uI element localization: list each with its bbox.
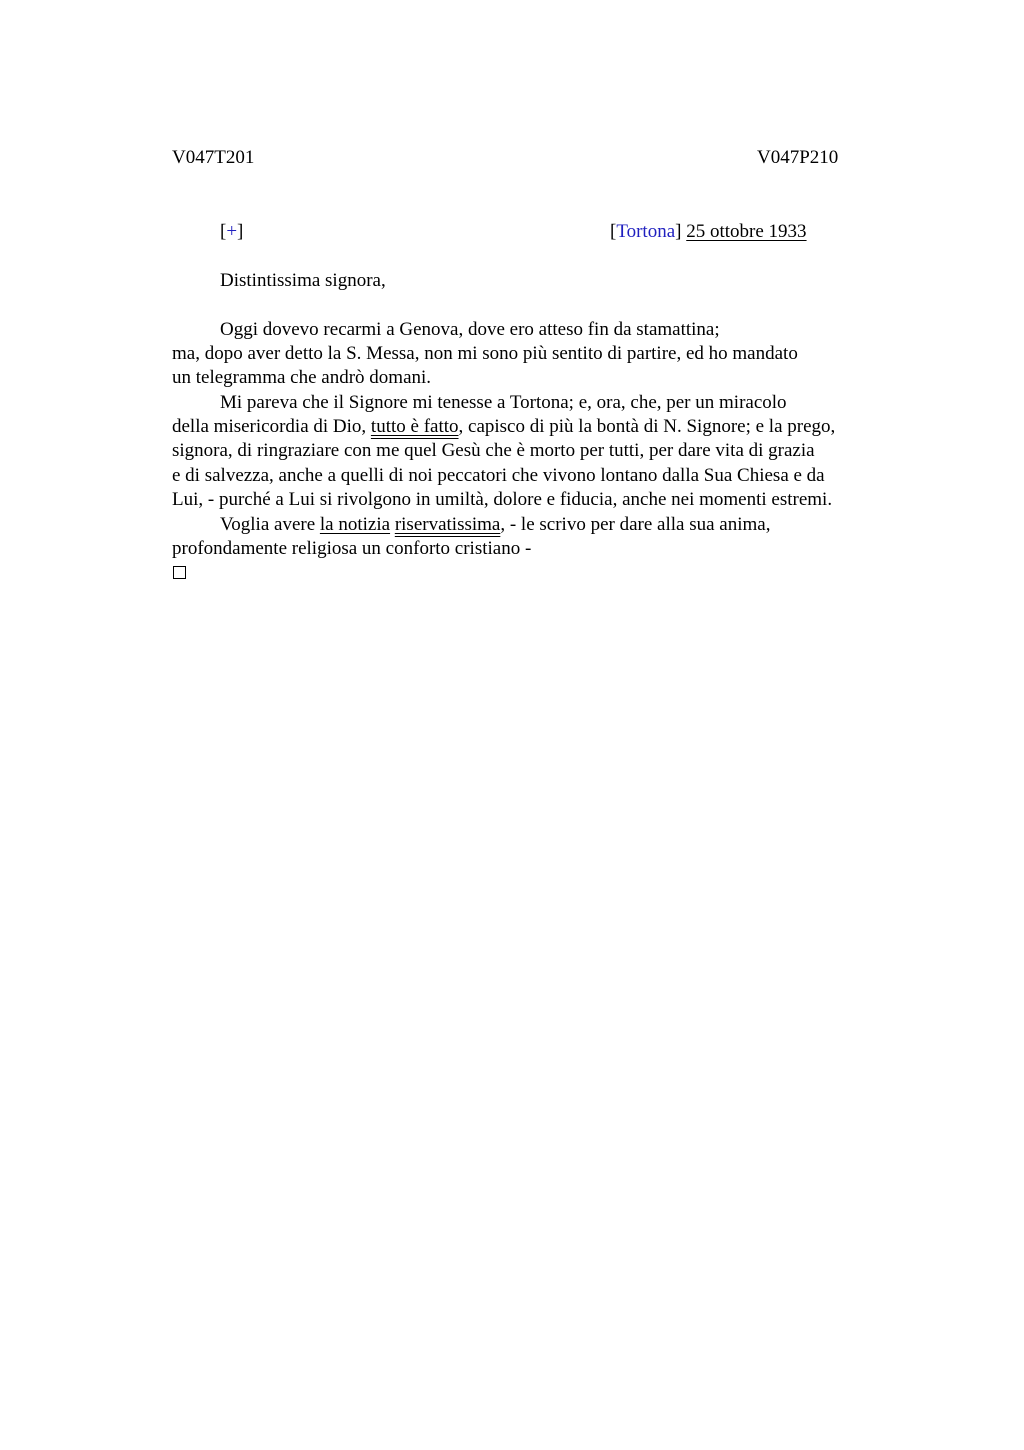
text-line-6: signora, di ringraziare con me quel Gesù che è morto per tutti, per dare vita di grazia (172, 440, 815, 461)
text-line-4: Mi pareva che il Signore mi tenesse a Tortona; e, ora, che, per un miracolo (220, 392, 787, 413)
text-segment: , - le scrivo per dare alla sua anima, (500, 514, 771, 535)
text-line-7: e di salvezza, anche a quelli di noi peccatori che vivono lontano dalla Sua Chiesa e da (172, 465, 825, 486)
marker-bracket: [+] (220, 221, 244, 242)
text-line-5 (172, 415, 835, 439)
text-line-10: profondamente religiosa un conforto cristiano - (172, 538, 532, 559)
salutation: Distintissima signora, (220, 270, 386, 291)
text-line-2: ma, dopo aver detto la S. Messa, non mi sono più sentito di partire, ed ho mandato (172, 343, 798, 364)
underlined-phrase: la notizia (319, 514, 391, 535)
letter-date: 25 ottobre 1933 (686, 221, 807, 242)
place-link[interactable]: Tortona (616, 221, 676, 242)
text-line-9 (220, 513, 770, 537)
document-code-right: V047P210 (757, 147, 839, 168)
document-code-left: V047T201 (172, 147, 255, 168)
text-segment: Voglia avere (220, 514, 320, 535)
empty-square-marker (173, 566, 186, 579)
text-segment: , capisco di più la bontà di N. Signore; e la prego, (458, 416, 836, 437)
text-segment: della misericordia di Dio, (172, 416, 371, 437)
text-line-8: Lui, - purché a Lui si rivolgono in umiltà, dolore e fiducia, anche nei momenti estremi. (172, 489, 833, 510)
text-line-3: un telegramma che andrò domani. (172, 367, 432, 388)
double-underlined-phrase: riservatissima (394, 514, 501, 535)
marker-link[interactable]: + (226, 221, 238, 242)
double-underlined-phrase: tutto è fatto (370, 416, 459, 437)
text-line-1: Oggi dovevo recarmi a Genova, dove ero atteso fin da stamattina; (220, 319, 720, 340)
dateline: [Tortona] 25 ottobre 1933 (610, 221, 807, 242)
